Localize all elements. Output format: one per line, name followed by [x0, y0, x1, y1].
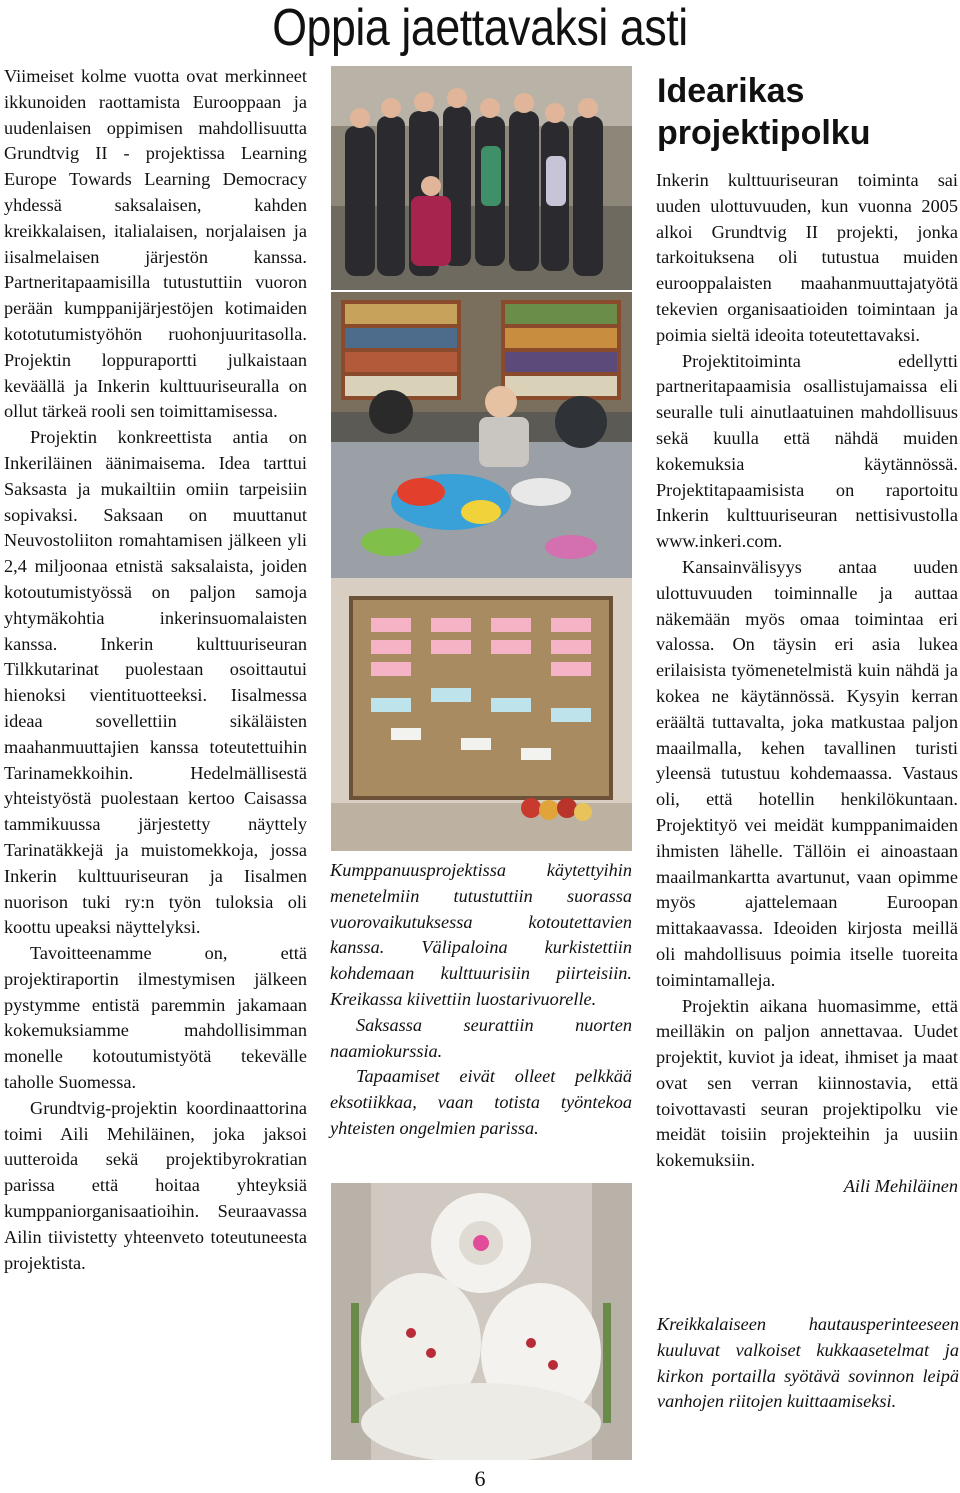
workshop-photo — [331, 292, 632, 578]
page-number: 6 — [474, 1466, 486, 1491]
right-paragraph-2: Projektitoiminta edellytti partneritapaamisia osallistujamaissa eli seuralle tuli ainutlaatuinen mahdollisuus sekä kuulla että nähdä muiden kokemuksia käytännössä. Projektitapaamisista on raportoitu Inkerin kulttuuriseuran nettisivustolla www.inkeri.com. — [656, 350, 958, 552]
left-article-column — [4, 64, 307, 1276]
right-paragraph-1: Inkerin kulttuuriseuran toiminta sai uuden ulottuvuuden, kun vuonna 2005 alkoi Grundtvig II projekti, jonka tarkoituksena oli tutustua muiden eurooppalaisten maahanmuuttajatyötä tekevien organisaatioiden toimintaan ja poimia sieltä ideoita toteutettavaksi. — [656, 170, 958, 345]
signature: Aili Mehiläinen — [843, 1176, 958, 1197]
caption-middle-2: Saksassa seurattiin nuorten naamiokurssia. — [330, 1014, 632, 1061]
photo-caption-middle — [330, 858, 632, 1142]
caption-middle-1: Kumppanuusprojektissa käytettyihin menetelmiin tutustuttiin suorassa vuorovaikutuksessa kotoutettavien kanssa. Välipaloina kurkistettiin kohdemaan kulttuurisiin piirteisiin. Kreikassa kiivettiin luostarivuorelle. — [330, 860, 632, 1009]
left-paragraph-4: Grundtvig-projektin koordinaattorina toimi Aili Mehiläinen, joka jaksoi uutteroida sekä projektibyrokratian parissa että hoitaa yhteyksiä kumppaniorganisaatioihin. Seuraavassa Ailin tiivistetty yhteenveto toteutuneesta projektista. — [4, 1097, 307, 1273]
right-paragraph-3: Kansainvälisyys antaa uuden ulottuvuuden toiminnalle ja auttaa näkemään myös omaa toimintaa eri valossa. On täysin eri asia lukea erilaisista työmenetelmistä kuin nähdä ja kokea ne käytännössä. Kysyin kerran eräältä tuttavalta, joka matkustaa paljon maailmalla, kehen tavallinen turisti yleensä tutustuu kohdemaassa. Vastaus oli, että hotellin henkilökuntaan. Projektityö vei meidät kumppanimaiden ihmisten lähelle. Tällöin ei ainoastaan maailmankartta avartunut, vaan opimme myös ajattelemaan Euroopan mittakaavassa. Ideoiden kirjosta meillä oli mahdollisuus poimia itselle tuoreita toimintamalleja. — [656, 556, 958, 990]
bulletin-board-photo — [331, 578, 632, 851]
right-article-column — [656, 168, 958, 1200]
photo-caption-right: Kreikkalaiseen hautausperinteeseen kuuluvat valkoiset kukkaasetelmat ja kirkon portailla syötävä sovinnon leipä vanhojen riitojen kuittaamiseksi. — [657, 1314, 959, 1412]
caption-middle-3: Tapaamiset eivät olleet pelkkää eksotiikkaa, vaan totista työntekoa yhteisten ongelmien parissa. — [330, 1066, 632, 1138]
left-paragraph-3: Tavoitteenamme on, että projektiraportin ilmestymisen jälkeen pystymme entistä paremmin jakamaan kokemuksiamme mahdollisimman monelle kotoutumistyötä tekevälle taholle Suomessa. — [4, 943, 307, 1093]
group-photo — [331, 66, 632, 290]
flower-wreath-photo — [331, 1183, 632, 1460]
left-paragraph-2: Projektin konkreettista antia on Inkeriläinen äänimaisema. Idea tarttui Saksasta ja mukailtiin omiin tarpeisiin sopivaksi. Saksaan on muuttanut Neuvostoliiton romahtamisen jälkeen yli 2,4 miljoonaa etnistä saksalaista, joiden kotoutumistyössä on paljon samoja yhtymäkohtia inkerinsuomalaisten kanssa. Inkerin kulttuuriseuran Tilkkutarinat puolestaan osoittautui hienoksi vientituotteeksi. Iisalmessa ideaa sovellettiin sikäläisten maahanmuuttajien kanssa toteutettuihin Tarinamekkoihin. Hedelmällisestä yhteistyöstä puolestaan kertoo Caisassa tammikuussa järjestetty näyttely Tarinatäkkejä ja muistomekkoja, jossa Inkerin kulttuuriseuran ja Iisalmen nuorison tuki ry:n työn tuloksia oli koottu upeaksi näyttelyksi. — [4, 427, 307, 938]
left-paragraph-1: Viimeiset kolme vuotta ovat merkinneet ikkunoiden raottamista Eurooppaan ja uudenlaisen oppimisen mahdollisuutta Grundtvig II - projektissa Learning Europe Towards Learning Democracy yhdessä saksalaisen, kahden kreikkalaisen, italialaisen, norjalaisen ja iisalmelaisen järjestön kanssa. Partneritapaamisilla tutustuttiin vuoron perään kumppanijärjestöjen kotimaiden kototutumistyöhön ruohonjuuritasolla. Projektin loppuraportti julkaistaan keväällä ja Inkerin kulttuuriseuralla on ollut tärkeä rooli sen toimittamisessa. — [4, 66, 307, 422]
page-title: Oppia jaettavaksi asti — [272, 0, 688, 57]
right-paragraph-4: Projektin aikana huomasimme, että meilläkin on paljon annettavaa. Uudet projektit, kuviot ja ideat, ihmiset ja maat ovat sen verran kiinnostavia, että toivottavasti seuran projektipolku vie meidät toisiin projekteihin ja uusiin kokemuksiin. — [656, 995, 958, 1171]
right-heading: Idearikas projektipolku — [657, 72, 871, 152]
